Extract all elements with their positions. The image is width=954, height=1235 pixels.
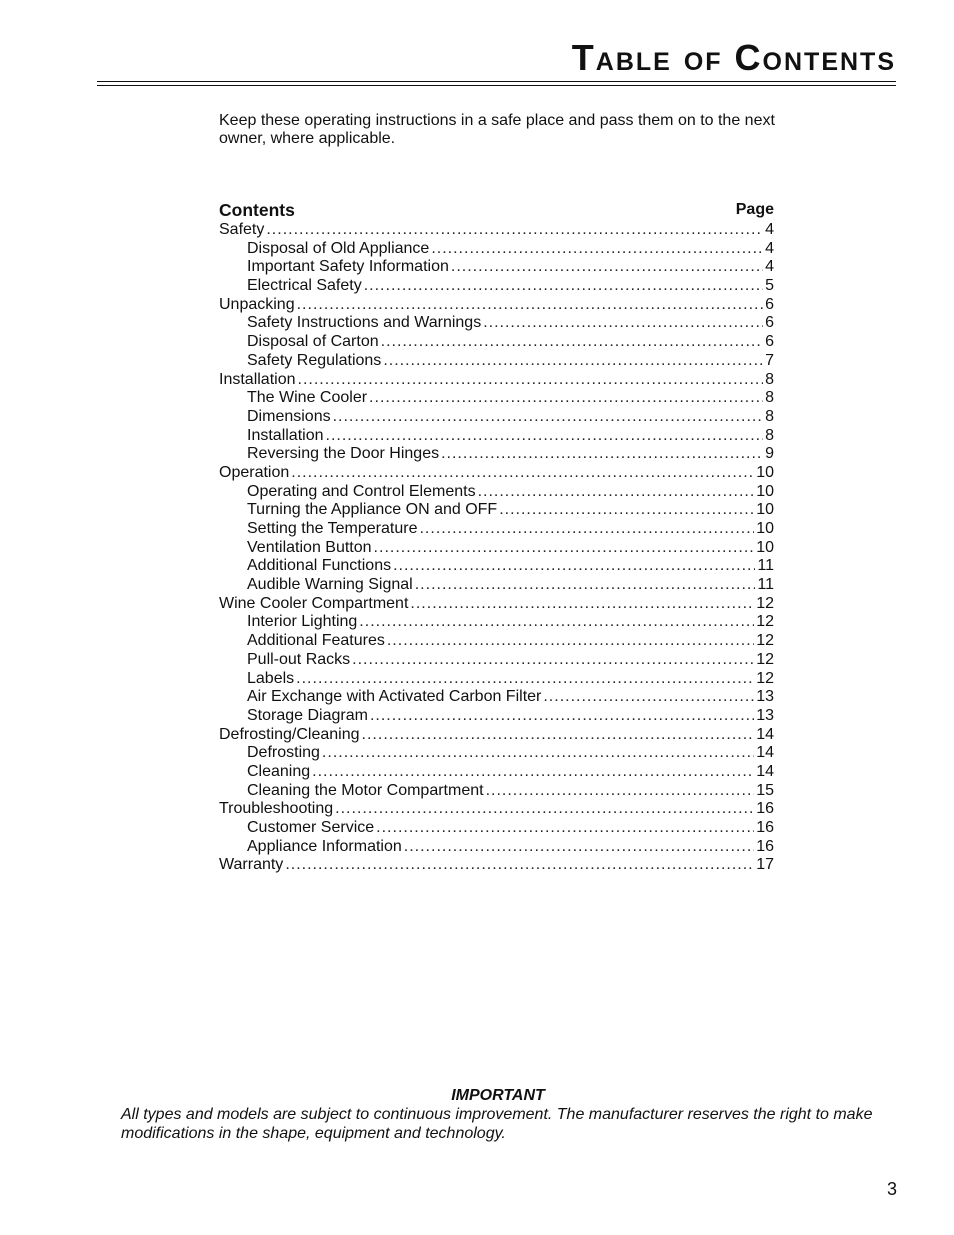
toc-entry-page: 10: [756, 482, 774, 500]
toc-entry-page: 10: [756, 538, 774, 556]
toc-leader-dots: [486, 782, 755, 801]
toc-entry-label: Reversing the Door Hinges: [247, 445, 440, 463]
toc-heading: Contents: [219, 200, 295, 220]
toc-leader-dots: [393, 557, 755, 576]
toc-leader-dots: [296, 670, 754, 689]
toc-entry-page: 10: [756, 463, 774, 481]
toc-subentry: [219, 613, 774, 632]
toc-leader-dots: [370, 707, 754, 726]
toc-subentry: [219, 352, 774, 371]
toc-entry-label: Labels: [247, 669, 295, 687]
toc-leader-dots: [362, 726, 755, 745]
toc-leader-dots: [543, 688, 754, 707]
toc-page-heading: Page: [735, 201, 774, 218]
toc-entry-page: 4: [765, 239, 774, 257]
toc-leader-dots: [499, 501, 754, 520]
toc-entry: [219, 856, 774, 875]
toc-entry-page: 12: [756, 594, 774, 612]
toc-leader-dots: [285, 856, 754, 875]
toc-entry-label: Disposal of Old Appliance: [247, 239, 430, 257]
toc-entry-label: Safety: [219, 221, 265, 238]
toc-entry-label: Defrosting/Cleaning: [219, 725, 360, 743]
toc-entry-page: 7: [765, 351, 774, 369]
toc-entry-page: 11: [757, 576, 774, 594]
toc-entry-label: Installation: [247, 426, 324, 444]
toc-subentry: [219, 483, 774, 502]
toc-entry-label: Cleaning: [247, 762, 311, 780]
toc-leader-dots: [376, 819, 754, 838]
toc-entry: [219, 800, 774, 819]
toc-entry-page: 16: [756, 800, 774, 818]
toc-entry: [219, 726, 774, 745]
toc-entry-page: 8: [765, 370, 774, 388]
toc-entry-page: 12: [756, 650, 774, 668]
toc-subentry: [219, 763, 774, 782]
toc-subentry: [219, 277, 774, 296]
toc-entry-label: Electrical Safety: [247, 277, 362, 295]
toc-leader-dots: [387, 632, 754, 651]
toc-entry-label: Setting the Temperature: [247, 520, 418, 537]
toc-entry-label: Operation: [219, 463, 290, 481]
toc-entry-label: Warranty: [219, 856, 284, 874]
toc-leader-dots: [333, 408, 764, 427]
toc-subentry: [219, 445, 774, 464]
toc-entry-page: 16: [756, 819, 774, 836]
toc-subentry: [219, 539, 774, 558]
toc-leader-dots: [381, 333, 763, 352]
toc-subentry: [219, 389, 774, 408]
toc-entry: [219, 595, 774, 614]
toc-entry-label: Unpacking: [219, 295, 295, 313]
toc-leader-dots: [364, 277, 763, 296]
toc-leader-dots: [266, 221, 763, 240]
toc-entry-label: Operating and Control Elements: [247, 482, 476, 500]
important-heading: IMPORTANT: [451, 1087, 545, 1104]
toc-subentry: [219, 557, 774, 576]
toc-entry-page: 6: [765, 333, 774, 351]
toc-subentry: [219, 838, 774, 857]
toc-entry-label: Cleaning the Motor Compartment: [247, 781, 484, 799]
toc-subentry: [219, 333, 774, 352]
toc-subentry: [219, 651, 774, 670]
toc-leader-dots: [326, 427, 764, 446]
toc-entry-label: Troubleshooting: [219, 800, 334, 818]
toc-leader-dots: [404, 838, 754, 857]
toc-subentry: [219, 688, 774, 707]
toc-list: [219, 221, 774, 875]
toc-entry: [219, 371, 774, 390]
toc-entry: [219, 221, 774, 240]
toc-leader-dots: [483, 314, 763, 333]
toc-subentry: [219, 670, 774, 689]
toc-subentry: [219, 520, 774, 539]
toc-entry-page: 12: [756, 669, 774, 687]
toc-entry-page: 8: [765, 407, 774, 425]
intro-text: Keep these operating instructions in a safe place and pass them on to the next owner, where applicable.: [219, 112, 775, 147]
toc-leader-dots: [297, 296, 763, 315]
toc-leader-dots: [298, 371, 764, 390]
toc-entry-page: 13: [756, 706, 774, 724]
toc-entry-label: Installation: [219, 370, 296, 388]
page-title: Table of Contents: [571, 37, 896, 78]
toc-entry-page: 8: [765, 426, 774, 444]
toc-entry-page: 4: [765, 221, 774, 238]
toc-subentry: [219, 501, 774, 520]
toc-entry-page: 14: [756, 744, 774, 762]
toc-entry-page: 10: [756, 501, 774, 519]
toc-entry-label: Safety Instructions and Warnings: [247, 314, 482, 332]
toc-entry-page: 6: [765, 295, 774, 313]
toc-entry-label: The Wine Cooler: [247, 389, 368, 407]
toc-entry-page: 17: [756, 856, 774, 874]
toc-subentry: [219, 427, 774, 446]
important-text: All types and models are subject to continuous improvement. The manufacturer reserves the right to make modifications in the shape, equipment and technology.: [121, 1106, 873, 1142]
toc-entry-page: 15: [756, 781, 774, 799]
toc-entry-label: Appliance Information: [247, 837, 402, 855]
toc-entry-page: 5: [765, 277, 774, 295]
toc-entry-page: 16: [756, 837, 774, 855]
toc-entry-page: 14: [756, 762, 774, 780]
toc-entry-label: Disposal of Carton: [247, 333, 379, 351]
toc-entry-page: 14: [756, 725, 774, 743]
toc-subentry: [219, 240, 774, 259]
toc-leader-dots: [441, 445, 763, 464]
toc-entry-label: Pull-out Racks: [247, 650, 351, 668]
toc-entry-label: Additional Functions: [247, 557, 392, 575]
toc-subentry: [219, 782, 774, 801]
toc-entry-page: 13: [756, 688, 774, 706]
toc-entry-page: 12: [756, 632, 774, 650]
toc-entry-label: Storage Diagram: [247, 706, 368, 724]
toc-entry-label: Interior Lighting: [247, 613, 358, 631]
toc-entry-page: 4: [765, 258, 774, 276]
toc-entry-page: 6: [765, 314, 774, 332]
toc-subentry: [219, 258, 774, 277]
toc-leader-dots: [410, 595, 754, 614]
toc-entry-label: Additional Features: [247, 632, 385, 650]
toc-entry-page: 9: [765, 445, 774, 463]
toc-entry: [219, 296, 774, 315]
table-of-contents: [219, 198, 774, 875]
toc-leader-dots: [415, 576, 756, 595]
toc-entry: [219, 464, 774, 483]
toc-entry-page: 12: [756, 613, 774, 631]
toc-leader-dots: [374, 539, 755, 558]
toc-entry-page: 10: [756, 520, 774, 537]
toc-entry-label: Dimensions: [247, 407, 331, 425]
toc-subentry: [219, 314, 774, 333]
toc-leader-dots: [322, 744, 754, 763]
toc-entry-label: Audible Warning Signal: [247, 576, 413, 594]
toc-subentry: [219, 632, 774, 651]
toc-entry-page: 8: [765, 389, 774, 407]
toc-entry-label: Defrosting: [247, 744, 320, 762]
toc-subentry: [219, 819, 774, 838]
title-rule-top: [97, 81, 896, 82]
toc-subentry: [219, 707, 774, 726]
page-number: 3: [886, 1179, 897, 1199]
toc-leader-dots: [335, 800, 754, 819]
toc-subentry: [219, 744, 774, 763]
toc-leader-dots: [359, 613, 754, 632]
toc-leader-dots: [312, 763, 754, 782]
toc-entry-label: Safety Regulations: [247, 351, 382, 369]
toc-leader-dots: [369, 389, 763, 408]
toc-entry-label: Ventilation Button: [247, 538, 372, 556]
toc-leader-dots: [419, 520, 754, 539]
toc-leader-dots: [352, 651, 754, 670]
toc-entry-label: Customer Service: [247, 819, 375, 836]
toc-leader-dots: [478, 483, 755, 502]
toc-entry-label: Air Exchange with Activated Carbon Filter: [247, 688, 542, 706]
toc-leader-dots: [291, 464, 754, 483]
toc-entry-page: 11: [757, 557, 774, 575]
title-rule-bottom: [97, 85, 896, 86]
toc-entry-label: Turning the Appliance ON and OFF: [247, 501, 498, 519]
toc-entry-label: Important Safety Information: [247, 258, 449, 276]
toc-header: [219, 198, 774, 220]
toc-subentry: [219, 576, 774, 595]
toc-subentry: [219, 408, 774, 427]
toc-entry-label: Wine Cooler Compartment: [219, 594, 409, 612]
toc-leader-dots: [451, 258, 763, 277]
toc-leader-dots: [431, 240, 763, 259]
toc-leader-dots: [383, 352, 763, 371]
